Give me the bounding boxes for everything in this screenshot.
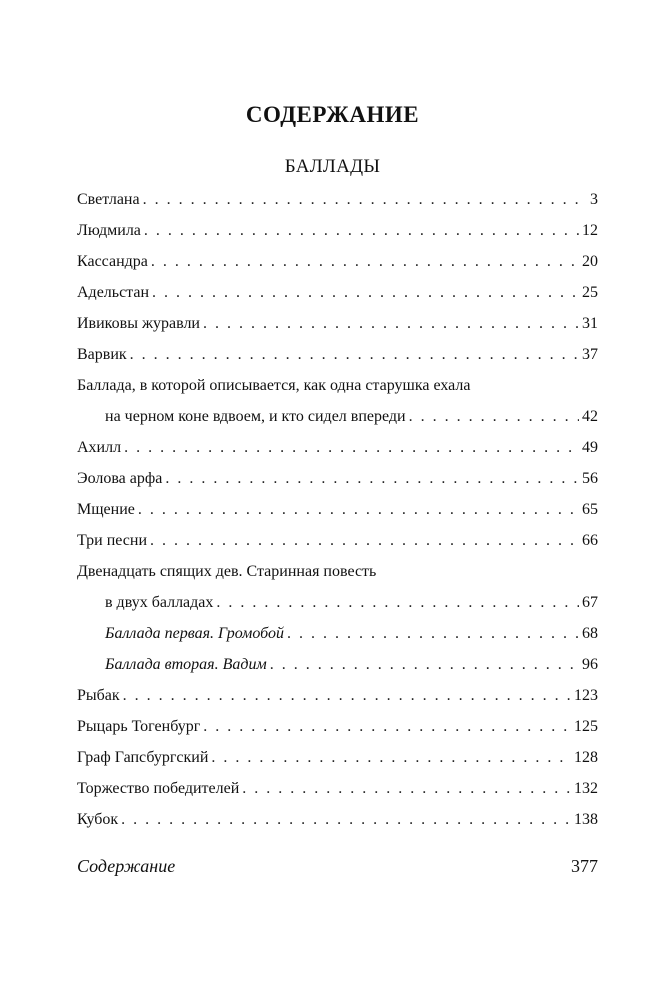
dot-leader — [409, 401, 579, 432]
table-of-contents — [77, 184, 598, 835]
toc-entry — [77, 215, 598, 246]
toc-entry — [77, 742, 598, 773]
page-footer — [77, 856, 598, 877]
dot-leader — [138, 494, 579, 525]
toc-entry-title: Кубок — [77, 811, 119, 828]
toc-entry-title-line2: на черном коне вдвоем, и кто сидел впереди — [105, 408, 406, 425]
toc-entry — [77, 246, 598, 277]
toc-entry-page: 49 — [582, 439, 598, 456]
dot-leader — [216, 587, 579, 618]
dot-leader — [144, 215, 579, 246]
toc-entry-page: 132 — [574, 780, 598, 797]
toc-entry-page: 125 — [574, 718, 598, 735]
dot-leader — [143, 184, 587, 215]
dot-leader — [130, 339, 579, 370]
toc-entry-page: 56 — [582, 470, 598, 487]
toc-entry — [77, 277, 598, 308]
dot-leader — [151, 246, 579, 277]
toc-entry-title-line1: Двенадцать спящих дев. Старинная повесть — [77, 563, 377, 580]
toc-entry — [77, 556, 598, 618]
toc-entry-page: 31 — [582, 315, 598, 332]
toc-entry — [77, 680, 598, 711]
toc-entry-title: Ивиковы журавли — [77, 315, 200, 332]
dot-leader — [211, 742, 571, 773]
dot-leader — [124, 432, 579, 463]
dot-leader — [150, 525, 579, 556]
toc-entry-page: 3 — [590, 191, 598, 208]
toc-entry-page: 25 — [582, 284, 598, 301]
toc-entry-title: Варвик — [77, 346, 127, 363]
dot-leader — [287, 618, 579, 649]
toc-entry — [77, 804, 598, 835]
toc-entry — [77, 711, 598, 742]
dot-leader — [152, 277, 579, 308]
toc-entry-page: 123 — [574, 687, 598, 704]
dot-leader — [121, 804, 571, 835]
toc-entry-page: 20 — [582, 253, 598, 270]
running-title: Содержание — [77, 856, 176, 876]
toc-entry-title-line2: в двух балладах — [105, 594, 214, 611]
toc-entry-title: Три песни — [77, 532, 148, 549]
page-title: СОДЕРЖАНИЕ — [245, 102, 420, 127]
dot-leader — [165, 463, 579, 494]
toc-entry-page: 65 — [582, 501, 598, 518]
toc-entry-title: Кассандра — [77, 253, 148, 270]
toc-entry-page: 96 — [582, 656, 598, 673]
toc-entry-title: Баллада вторая. Вадим — [105, 656, 267, 673]
toc-entry-title: Рыбак — [77, 687, 120, 704]
dot-leader — [203, 711, 571, 742]
toc-entry-page: 42 — [582, 408, 598, 425]
toc-entry-page: 66 — [582, 532, 598, 549]
toc-entry — [77, 339, 598, 370]
toc-entry — [77, 184, 598, 215]
toc-entry-page: 68 — [582, 625, 598, 642]
toc-entry — [77, 494, 598, 525]
toc-entry-title: Граф Гапсбургский — [77, 749, 209, 766]
toc-entry-title: Торжество победителей — [77, 780, 240, 797]
toc-entry-page: 12 — [582, 222, 598, 239]
toc-entry-page: 138 — [574, 811, 598, 828]
dot-leader — [242, 773, 571, 804]
toc-entry — [77, 432, 598, 463]
toc-subentry — [77, 649, 598, 680]
toc-entry — [77, 773, 598, 804]
toc-entry — [77, 463, 598, 494]
toc-entry — [77, 308, 598, 339]
toc-entry-title: Эолова арфа — [77, 470, 163, 487]
section-heading: БАЛЛАДЫ — [284, 156, 381, 177]
toc-entry-title: Светлана — [77, 191, 140, 208]
page-number: 377 — [571, 856, 598, 876]
toc-entry-page: 128 — [574, 749, 598, 766]
toc-subentry — [77, 618, 598, 649]
toc-entry-title: Рыцарь Тогенбург — [77, 718, 201, 735]
toc-entry-title: Мщение — [77, 501, 135, 518]
toc-entry-title: Ахилл — [77, 439, 122, 456]
toc-entry — [77, 525, 598, 556]
toc-entry-title: Людмила — [77, 222, 141, 239]
dot-leader — [270, 649, 579, 680]
toc-entry-title: Адельстан — [77, 284, 150, 301]
toc-entry-title: Баллада первая. Громобой — [105, 625, 284, 642]
toc-entry-page: 67 — [582, 594, 598, 611]
dot-leader — [203, 308, 579, 339]
dot-leader — [123, 680, 571, 711]
toc-entry-title-line1: Баллада, в которой описывается, как одна старушка ехала — [77, 377, 471, 394]
toc-entry — [77, 370, 598, 432]
toc-entry-page: 37 — [582, 346, 598, 363]
